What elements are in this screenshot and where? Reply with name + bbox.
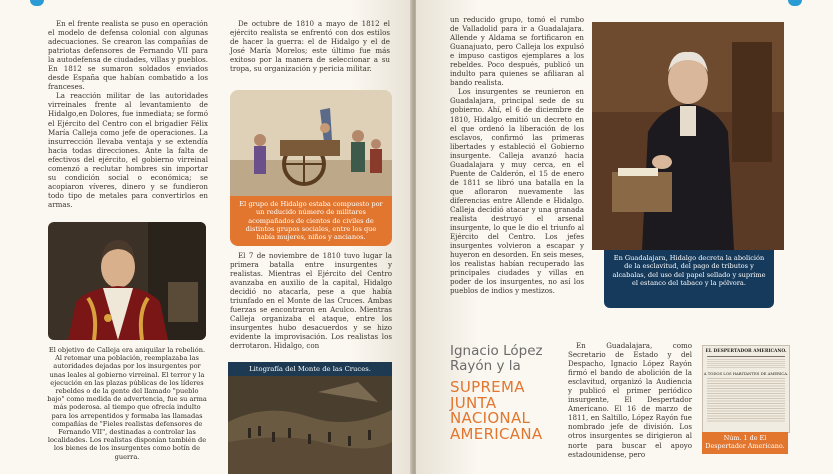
- junta-heading-line: AMERICANA: [450, 424, 543, 443]
- rayon-text: [568, 341, 692, 459]
- paragraph: un reducido grupo, tomó el rumbo de Valladolid para ir a Guadalajara. Allende y Aldama se fortificaron en Guanajuato, pero Calleja los expulsó e impuso castigos ejemplares a los rebeldes. Poco después, publicó un indulto para quienes se afiliaran al bando realista.: [450, 15, 584, 88]
- junta-heading-line: NACIONAL: [450, 409, 531, 427]
- paragraph: De octubre de 1810 a mayo de 1812 el ejército realista se enfrentó con dos estilos de hacer la guerra: el de Hidalgo y el de José María Morelos; este último fue más exitoso por la manera de seleccionar a su tropa, su organización y pericia militar.: [230, 19, 390, 74]
- page-tab-marker: [788, 0, 802, 6]
- newspaper-title: EL DESPERTADOR AMERICANO.: [705, 349, 787, 354]
- paragraph: En Guadalajara, como Secretario de Estado y del Despacho, Ignacio López Rayón firmó el bando de abolición de la esclavitud, organizó la Audiencia y publicó el primer periódico insurgente, El Despertador Americano. El 16 de marzo de 1811, en Saltillo, López Rayón fue nombrado jefe de división. Los otros insurgentes se dirigieron al norte para buscar el apoyo estadounidense, pero: [568, 341, 692, 459]
- left-column-2-bottom-text: [230, 251, 392, 351]
- lithograph-label: Litografía del Monte de las Cruces.: [228, 362, 392, 376]
- junta-heading-line: JUNTA: [450, 393, 497, 412]
- calleja-caption: El objetivo de Calleja era aniquilar la rebelión. Al retomar una población, reemplazaba las autoridades dejadas por los insurgentes por unas leales al gobierno virreinal. El terror y la ejecución en las plazas públicas de los líderes rebeldes o de la gente del llamado "pueblo bajo" como medida de advertencia, fue su arma más poderosa. al tiempo que ofrecía indulto para los arrepentidos y formaba las llamadas compañías de "Fieles realistas defensores de Fernando VII", destinadas a controlar las localidades. Los realistas disponían también de los bienes de los insurgentes como botín de guerra.: [47, 346, 207, 461]
- page-tab-marker: [30, 0, 44, 6]
- despertador-caption: Núm. 1 de El Despertador Americano.: [702, 432, 788, 454]
- paragraph: El 7 de noviembre de 1810 tuvo lugar la primera batalla entre insurgentes y realistas. Mientras el Ejército del Centro avanzaba en auxilio de la capital, Hidalgo decidió no atacarla, pese a que había triunfado en el Monte de las Cruces. Ambas fuerzas se encontraron en Aculco. Mientras Calleja organizaba el ataque, entre los insurgentes hubo desacuerdos y se hizo evidente la improvisación. Los realistas los derrotaron. Hidalgo, con: [230, 251, 392, 351]
- right-page: [416, 0, 833, 474]
- monte-de-las-cruces-lithograph: [228, 362, 392, 474]
- junta-heading: [450, 380, 542, 442]
- paragraph: En el frente realista se puso en operación el modelo de defensa colonial con algunas adecuaciones. Se crearon las compañías de patriotas defensores de Fernando VII para la autodefensa de ciudades, villas y pueblos. En 1812 se sumaron soldados enviados desde España que habían combatido a los franceses.: [48, 19, 208, 92]
- rayon-heading: Ignacio López Rayón y la: [450, 343, 543, 374]
- hidalgo-portrait: [592, 22, 784, 250]
- hidalgo-caption: En Guadalajara, Hidalgo decreta la abolición de la esclavitud, del pago de tributos y alcabalas, del uso del papel sellado y suprime el estanco del tabaco y la pólvora.: [604, 250, 774, 308]
- calleja-portrait: [48, 222, 206, 340]
- despertador-newspaper-image: [702, 345, 790, 433]
- left-column-2-top-text: [230, 19, 390, 73]
- left-column-1-text: [48, 19, 208, 209]
- hidalgo-group-illustration: [230, 90, 392, 196]
- paragraph: Los insurgentes se reunieron en Guadalajara, principal sede de su gobierno. Ahí, el 6 de diciembre de 1810, Hidalgo emitió un decreto en el que ordenó la liberación de los esclavos, confirmó las primeras libertades y estableció el Gobierno insurgente. Calleja avanzó hacia Guadalajara y muy cerca, en el Puente de Calderón, el 15 de enero de 1811 se libró una batalla en la que afloraron nuevamente las diferencias entre Allende e Hidalgo. Calleja decidió atacar y una granada realista destruyó el arsenal insurgente, lo que le dio el triunfo al Ejército del Centro. Los jefes insurgentes volvieron a escapar y huyeron en desorden. En seis meses, los realistas habían recuperado las principales ciudades y villas en poder de los insurgentes, no así los pueblos de indios y mestizos.: [450, 87, 584, 296]
- newspaper-subtitle: A TODOS LOS HABITANTES DE AMERICA.: [703, 371, 789, 376]
- junta-heading-line: SUPREMA: [450, 378, 525, 396]
- paragraph: La reacción militar de las autoridades virreinales frente al levantamiento de Hidalgo,en Dolores, fue inmediata; se formó el Ejército del Centro con el brigadier Félix María Calleja como jefe de operaciones. La insurrección llevaba ventaja y se extendía hacia todas direcciones. Ante la falta de efectivos del ejército, el gobierno virreinal comenzó a reclutar hombres sin importar su condición social o económica; se acopiaron víveres, dinero y se fundieron todo tipo de metales para convertirlos en armas.: [48, 91, 208, 209]
- left-page: [0, 0, 412, 474]
- right-column-1-text: [450, 15, 584, 295]
- hidalgo-group-caption: El grupo de Hidalgo estaba compuesto por un reducido número de militares acompañados de cientos de civiles de distintos grupos sociales, entre los que había mujeres, niños y ancianos.: [230, 196, 392, 246]
